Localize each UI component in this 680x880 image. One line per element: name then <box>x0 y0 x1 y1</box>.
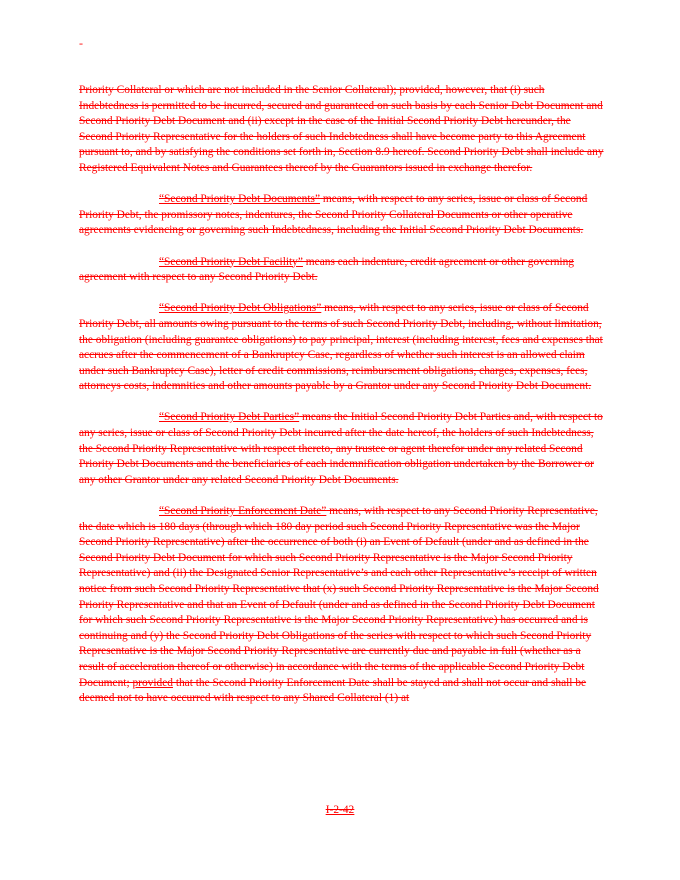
emphasis-provided: provided <box>132 676 173 689</box>
paragraph-second-priority-debt-facility <box>79 255 605 286</box>
paragraph-second-priority-enforcement-date <box>79 504 605 707</box>
paragraph-second-priority-debt-parties <box>79 410 605 488</box>
paragraph-second-priority-debt-documents <box>79 192 605 239</box>
paragraph-text: means, with respect to any series, issue or class of Second Priority Debt, all amounts owing pursuant to the terms of such Second Priority Debt, including, without limitation, the obligation (including guarantee obligations) to pay principal, interest (including interest, fees and expenses that accrues after the commencement of a Bankruptcy Case, regardless of whether such interest is an allowed claim under such Bankruptcy Case), letter of credit commissions, reimbursement obligations, charges, expenses, fees, attorneys costs, indemnities and other amounts payable by a Grantor under any Second Priority Debt Document. <box>79 302 603 393</box>
document-body <box>79 83 605 722</box>
paragraph-text: Priority Collateral or which are not included in the Senior Collateral); provided, however, that (i) such Indebtedness is permitted to be incurred, secured and guaranteed on such basis by each Senior Debt Document and Second Priority Debt Document and (ii) except in the case of the Initial Second Priority Debt hereunder, the Second Priority Representative for the holders of such Indebtedness shall have become party to this Agreement pursuant to, and by satisfying the conditions set forth in, Section 8.9 hereof. Second Priority Debt shall include any Registered Equivalent Notes and Guarantees thereof by the Guarantors issued in exchange therefor. <box>79 84 604 174</box>
paragraph-text: that the Second Priority Enforcement Date shall be stayed and shall not occur and shall be deemed not to have occurred with respect to any Shared Collateral (1) at <box>79 676 587 705</box>
paragraph-second-priority-debt-obligations <box>79 301 605 395</box>
paragraph-text: means each indenture, credit agreement or other governing agreement with respect to any Second Priority Debt. <box>79 255 574 284</box>
page-footer <box>0 804 680 816</box>
paragraph-text: means, with respect to any Second Priority Representative, the date which is 180 days (through which 180 day period such Second Priority Representative was the Major Second Priority Representative) after the occurrence of both (i) an Event of Default (under and as defined in the Second Priority Debt Document for which such Second Priority Representative is the Major Second Priority Representative) and (ii) the Designated Senior Representative’s and each other Representative’s receipt of written notice from such Second Priority Representative that (x) such Second Priority Representative is the Major Second Priority Representative and that an Event of Default (under and as defined in the Second Priority Debt Document for which such Second Priority Representative is the Major Second Priority Representative) has occurred and is continuing and (y) the Second Priority Debt Obligations of the series with respect to which such Second Priority Representative is the Major Second Priority Representative are currently due and payable in full (whether as a result of acceleration thereof or otherwise) in accordance with the terms of the applicable Second Priority Debt Document; <box>79 505 599 689</box>
defined-term: “Second Priority Debt Facility” <box>159 255 303 268</box>
page-number: I-2-42 <box>325 804 355 816</box>
defined-term: “Second Priority Debt Obligations” <box>159 302 322 315</box>
defined-term: “Second Priority Debt Parties” <box>159 411 300 424</box>
paragraph-text: means the Initial Second Priority Debt Parties and, with respect to any series, issue or class of Second Priority Debt incurred after the date hereof, the holders of such Indebtedness, the Second Priority Representative with respect thereto, any trustee or agent therefor under any related Second Priority Debt Documents and the beneficiaries of each indemnification obligation undertaken by the Borrower or any other Grantor under any related Second Priority Debt Documents. <box>79 411 603 486</box>
top-revision-mark: - <box>79 36 83 50</box>
defined-term: “Second Priority Enforcement Date” <box>159 505 327 518</box>
defined-term: “Second Priority Debt Documents” <box>159 193 321 206</box>
paragraph-text: means, with respect to any series, issue or class of Second Priority Debt, the promissory notes, indentures, the Second Priority Collateral Documents or other operative agreements evidencing or governing such Indebtedness, including the Initial Second Priority Debt Documents. <box>79 193 588 237</box>
paragraph-continuation <box>79 83 605 177</box>
